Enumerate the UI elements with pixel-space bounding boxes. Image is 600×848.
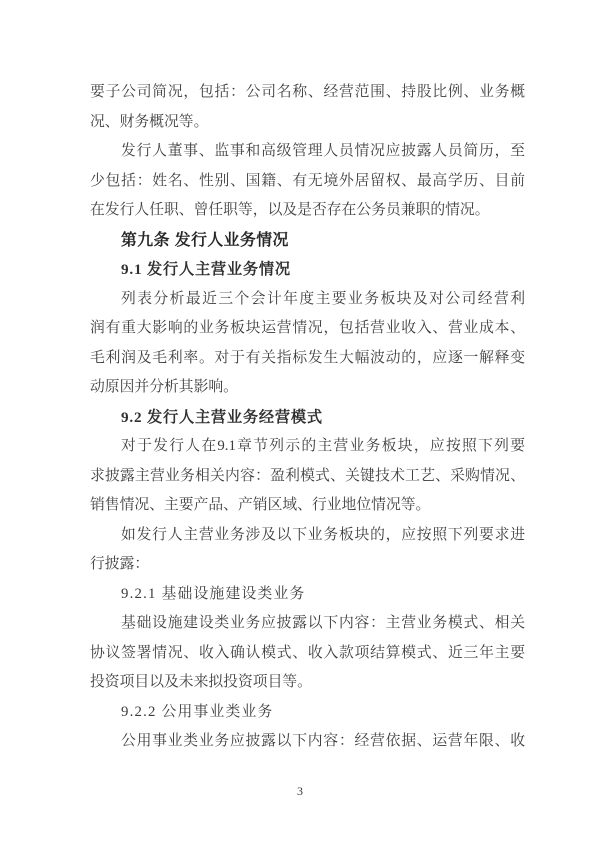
text-line: 列表分析最近三个会计年度主要业务板块及对公司经营利	[121, 290, 525, 307]
text-line: 毛利润及毛利率。对于有关指标发生大幅波动的，应逐一解释变	[90, 349, 525, 366]
text-line: 求披露主营业务相关内容：盈利模式、关键技术工艺、采购情况、	[90, 467, 525, 484]
text-line: 润有重大影响的业务板块运营情况，包括营业收入、营业成本、	[90, 320, 525, 336]
paragraph	[90, 137, 525, 226]
text-line: 况、财务概况等。	[90, 113, 209, 130]
paragraph	[90, 609, 525, 698]
page-number: 3	[297, 784, 303, 798]
text-line: 少包括：姓名、性别、国籍、有无境外居留权、最高学历、目前	[90, 172, 525, 189]
text-line: 要子公司简况，包括：公司名称、经营范围、持股比例、业务概	[90, 84, 525, 100]
text-line: 发行人董事、监事和高级管理人员情况应披露人员简历，至	[121, 143, 525, 159]
text-line: 公用事业类业务应披露以下内容：经营依据、运营年限、收	[121, 733, 525, 749]
text-line: 基础设施建设类业务应披露以下内容：主营业务模式、相关	[121, 615, 525, 631]
text-line: 如发行人主营业务涉及以下业务板块的，应按照下列要求进	[121, 526, 525, 543]
section-heading: 9.2 发行人主营业务经营模式	[121, 408, 323, 426]
paragraph	[90, 285, 525, 403]
text-line: 投资项目以及未来拟投资项目等。	[90, 674, 312, 690]
paragraph	[90, 78, 525, 137]
page-footer	[0, 784, 600, 799]
text-line: 协议签署情况、收入确认模式、收入款项结算模式、近三年主要	[90, 644, 525, 661]
document-body	[90, 78, 525, 757]
paragraph	[90, 727, 525, 757]
paragraph	[90, 432, 525, 521]
subsection-heading: 9.2.2 公用事业类业务	[121, 703, 274, 720]
section-heading: 9.1 发行人主营业务情况	[121, 261, 291, 278]
subsection-heading: 9.2.1 基础设施建设类业务	[121, 585, 306, 602]
text-line: 在发行人任职、曾任职等，以及是否存在公务员兼职的情况。	[90, 202, 490, 218]
text-line: 动原因并分析其影响。	[90, 379, 238, 395]
chapter-heading: 第九条 发行人业务情况	[121, 231, 289, 249]
text-line: 对于发行人在9.1章节列示的主营业务板块，应按照下列要	[121, 438, 525, 454]
text-line: 行披露：	[90, 556, 150, 572]
paragraph	[90, 521, 525, 580]
text-line: 销售情况、主要产品、产销区域、行业地位情况等。	[90, 497, 431, 513]
